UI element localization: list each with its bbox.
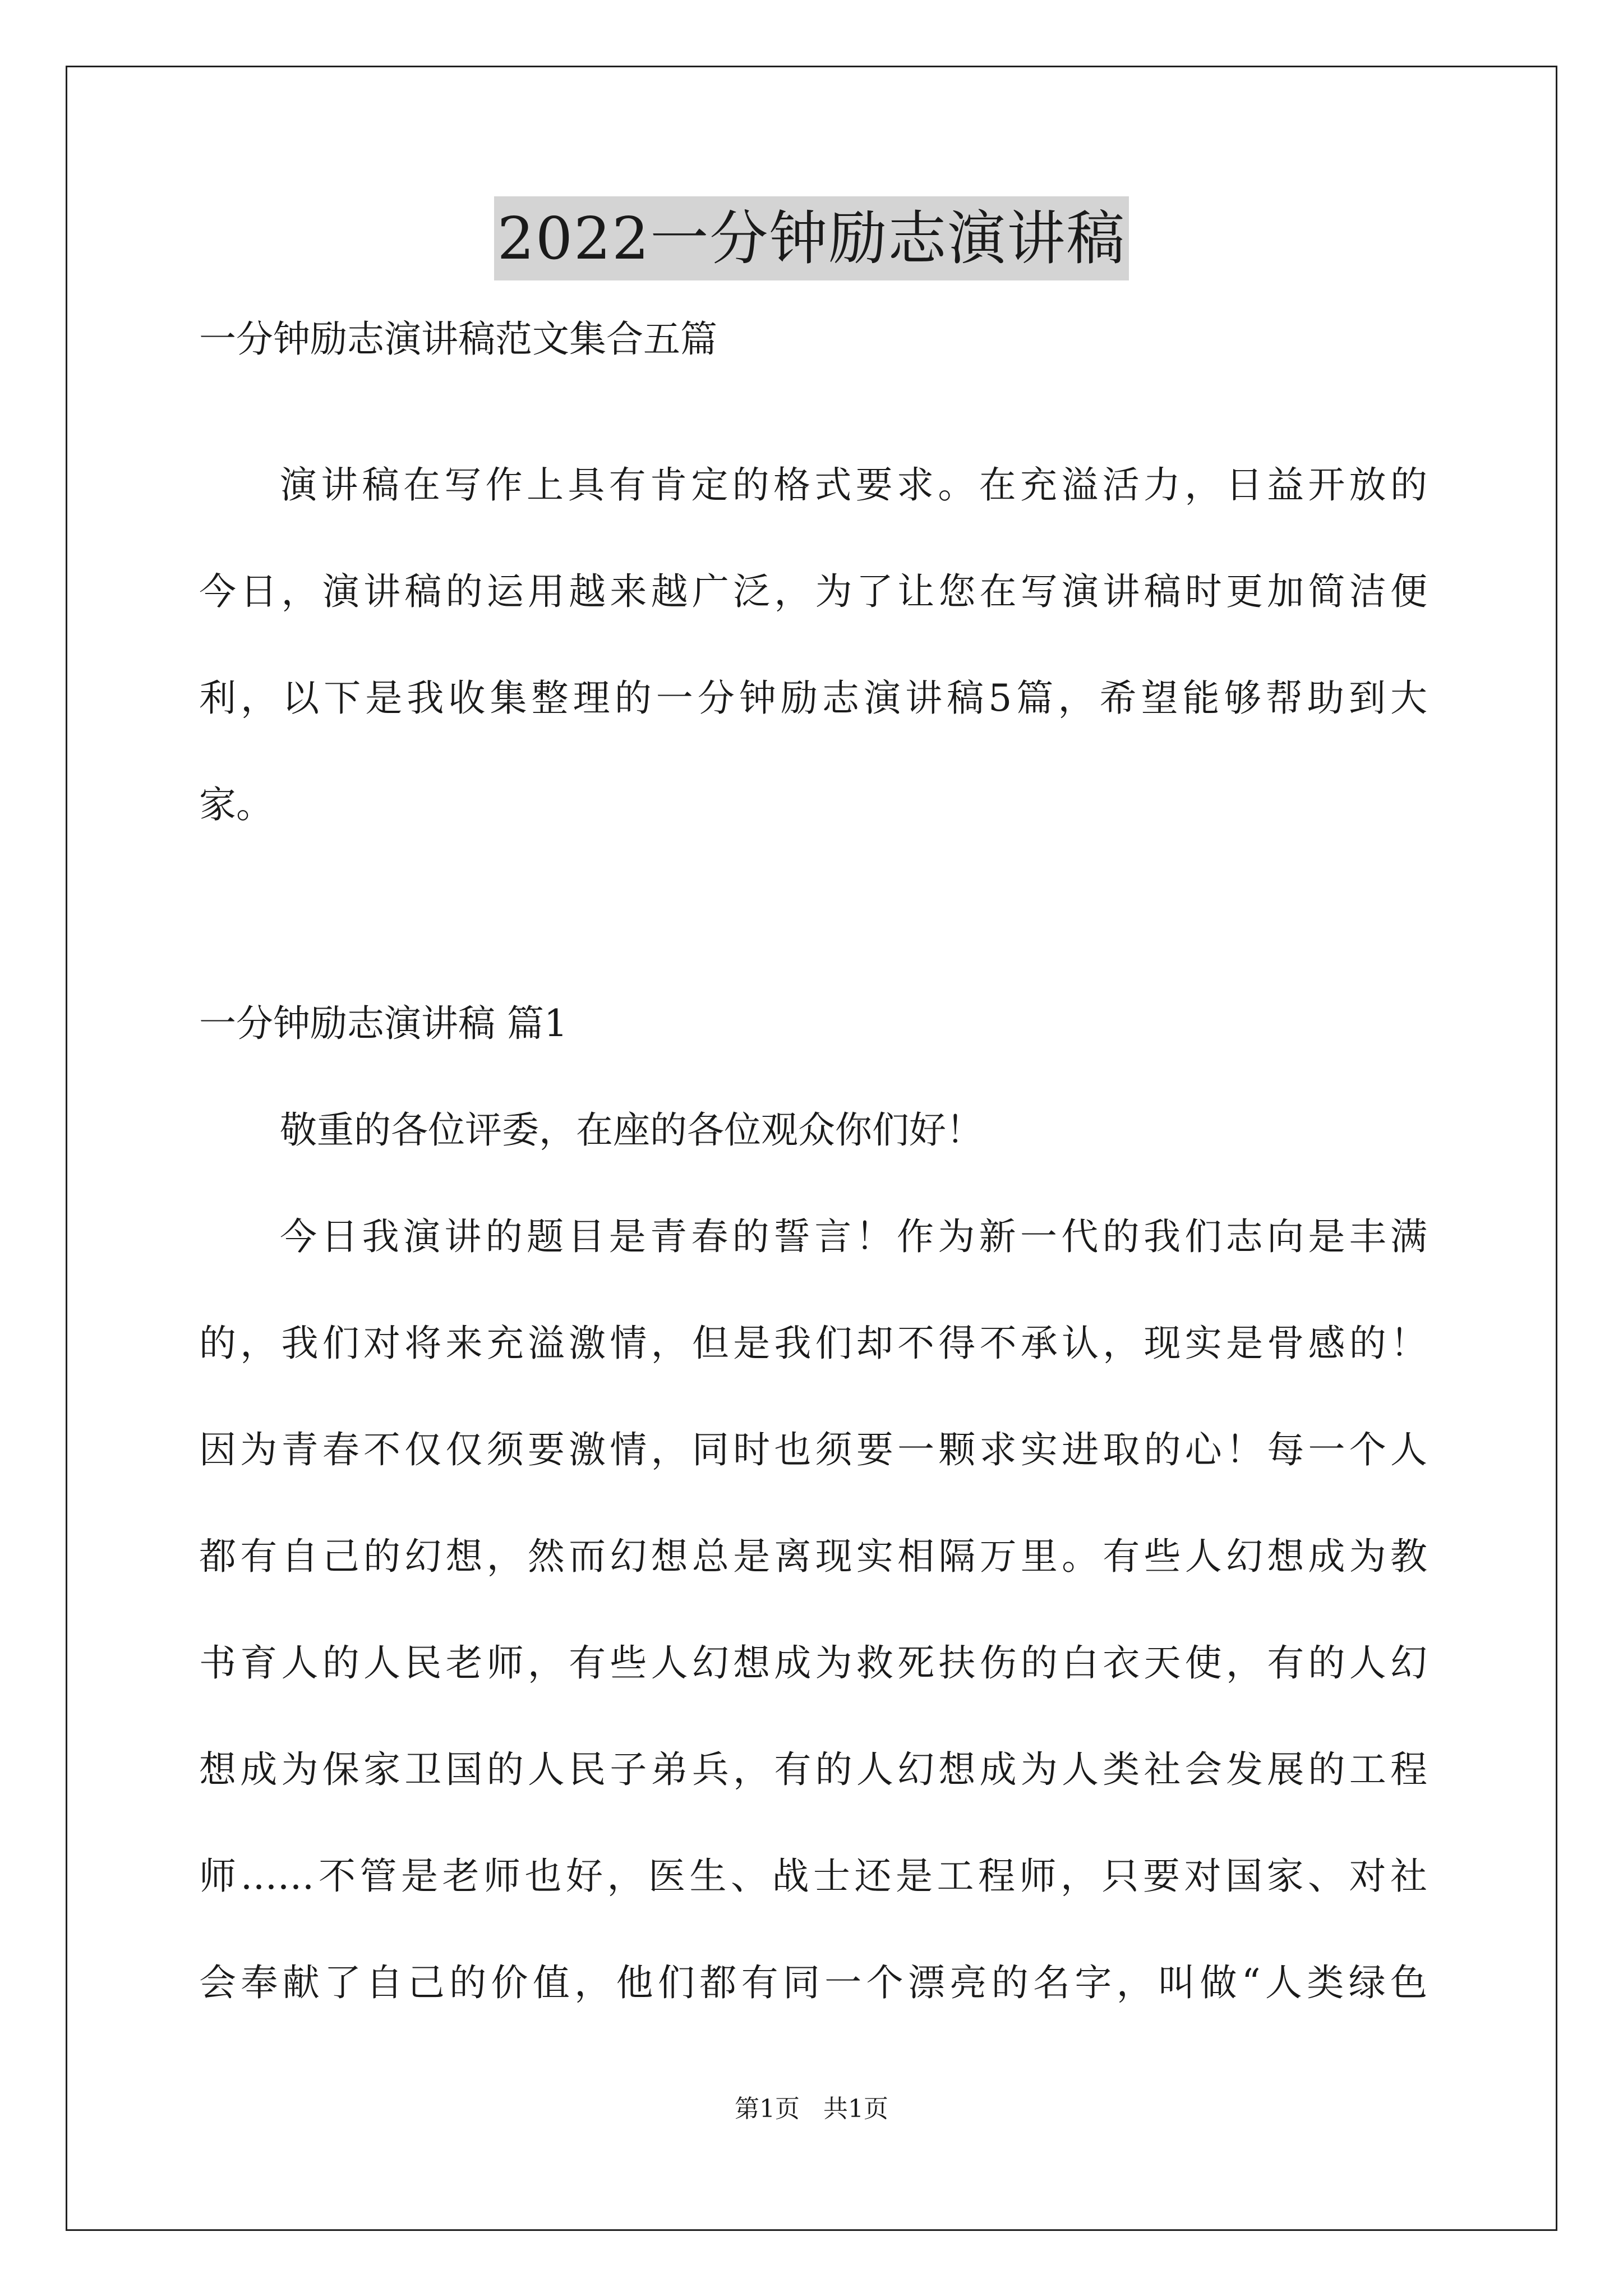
document-title: 2022一分钟励志演讲稿: [494, 196, 1129, 280]
body-line: 今日我演讲的题目是青春的誓言！作为新一代的我们志向是丰满: [280, 1215, 1427, 1258]
document-subtitle: 一分钟励志演讲稿范文集合五篇: [199, 318, 717, 361]
body-line: 的，我们对将来充溢激情，但是我们却不得不承认，现实是骨感的！: [199, 1322, 1427, 1365]
greeting-line: 敬重的各位评委，在座的各位观众你们好！: [280, 1108, 983, 1152]
body-line: 师……不管是老师也好，医生、战士还是工程师，只要对国家、对社: [199, 1855, 1427, 1898]
intro-line: 利，以下是我收集整理的一分钟励志演讲稿5篇，希望能够帮助到大: [199, 677, 1427, 720]
body-line: 想成为保家卫国的人民子弟兵，有的人幻想成为人类社会发展的工程: [199, 1748, 1427, 1791]
title-container: [0, 196, 1623, 280]
intro-line: 演讲稿在写作上具有肯定的格式要求。在充溢活力，日益开放的: [280, 463, 1427, 507]
body-line: 都有自己的幻想，然而幻想总是离现实相隔万里。有些人幻想成为教: [199, 1535, 1427, 1578]
page-footer: 第1页 共1页: [735, 2095, 888, 2123]
section-heading: 一分钟励志演讲稿 篇1: [199, 1002, 568, 1045]
body-line: 会奉献了自己的价值，他们都有同一个漂亮的名字，叫做“人类绿色: [199, 1961, 1427, 2004]
intro-line: 今日，演讲稿的运用越来越广泛，为了让您在写演讲稿时更加简洁便: [199, 570, 1427, 613]
intro-line: 家。: [199, 783, 273, 826]
body-line: 书育人的人民老师，有些人幻想成为救死扶伤的白衣天使，有的人幻: [199, 1641, 1427, 1685]
body-line: 因为青春不仅仅须要激情，同时也须要一颗求实进取的心！每一个人: [199, 1428, 1427, 1471]
